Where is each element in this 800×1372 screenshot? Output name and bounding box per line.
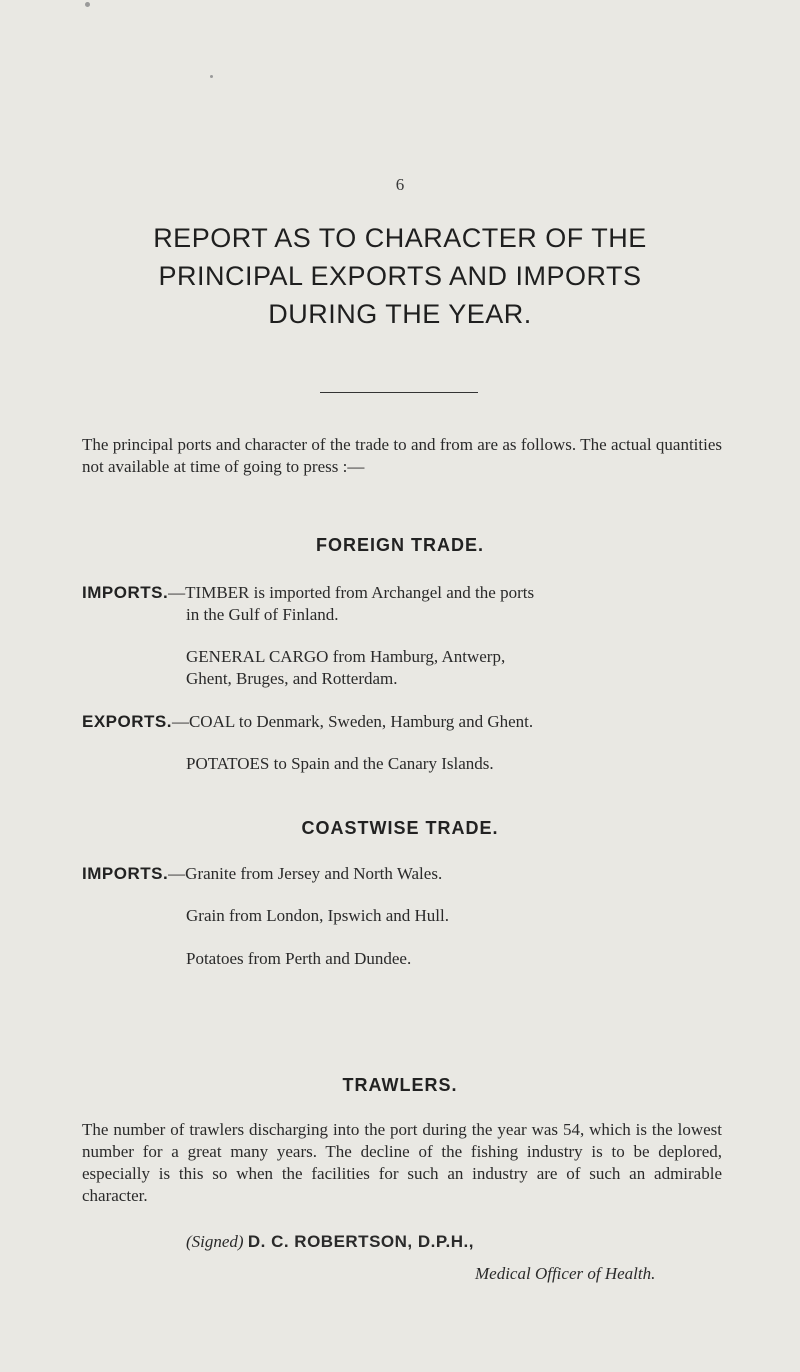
foreign-trade-heading: FOREIGN TRADE. [315, 535, 484, 555]
foreign-imports-text: —TIMBER is imported from Archangel and the ports [168, 583, 535, 602]
page-speck [210, 75, 213, 78]
trawlers-heading: TRAWLERS. [342, 1075, 458, 1095]
potatoes-import-line: Potatoes from Perth and Dundee. [186, 949, 412, 968]
signed-label: (Signed) [186, 1232, 244, 1251]
general-cargo-line-2: Ghent, Bruges, and Rotterdam. [186, 669, 398, 688]
trawlers-paragraph: The number of trawlers discharging into the port during the year was 54, which is the lowest number for a great many years. The decline of the fishing industry is to be deplored, especially is this so when the facilities for such an industry are of such an admirable character. [82, 1120, 722, 1205]
coastwise-trade-heading: COASTWISE TRADE. [301, 818, 499, 838]
foreign-exports-label: EXPORTS. [82, 712, 172, 731]
coastwise-imports-text: —Granite from Jersey and North Wales. [168, 864, 443, 883]
page-speck [85, 2, 90, 7]
signatory-name: D. C. ROBERTSON, D.P.H., [247, 1232, 474, 1251]
general-cargo-line-1: GENERAL CARGO from Hamburg, Antwerp, [186, 647, 506, 666]
grain-import-line: Grain from London, Ipswich and Hull. [186, 906, 449, 925]
intro-paragraph: The principal ports and character of the trade to and from are as follows. The actual quantities not available at time of going to press :— [82, 435, 722, 476]
page-number: 6 [395, 175, 405, 194]
page-title [60, 219, 740, 333]
signatory-role: Medical Officer of Health. [475, 1264, 656, 1283]
foreign-imports-continuation: in the Gulf of Finland. [186, 605, 339, 624]
foreign-imports-label: IMPORTS. [82, 583, 169, 602]
foreign-exports-line [82, 711, 722, 733]
foreign-exports-text: —COAL to Denmark, Sweden, Hamburg and Ghent. [171, 712, 534, 731]
title-divider [320, 392, 478, 393]
potatoes-export-line: POTATOES to Spain and the Canary Islands. [186, 754, 494, 773]
title-line-1: REPORT AS TO CHARACTER OF THE [153, 223, 647, 253]
title-line-3: DURING THE YEAR. [268, 299, 532, 329]
coastwise-imports-line [82, 863, 722, 885]
title-line-2: PRINCIPAL EXPORTS AND IMPORTS [158, 261, 642, 291]
signature-line [186, 1232, 474, 1252]
coastwise-imports-label: IMPORTS. [82, 864, 169, 883]
foreign-imports-line [82, 582, 722, 604]
